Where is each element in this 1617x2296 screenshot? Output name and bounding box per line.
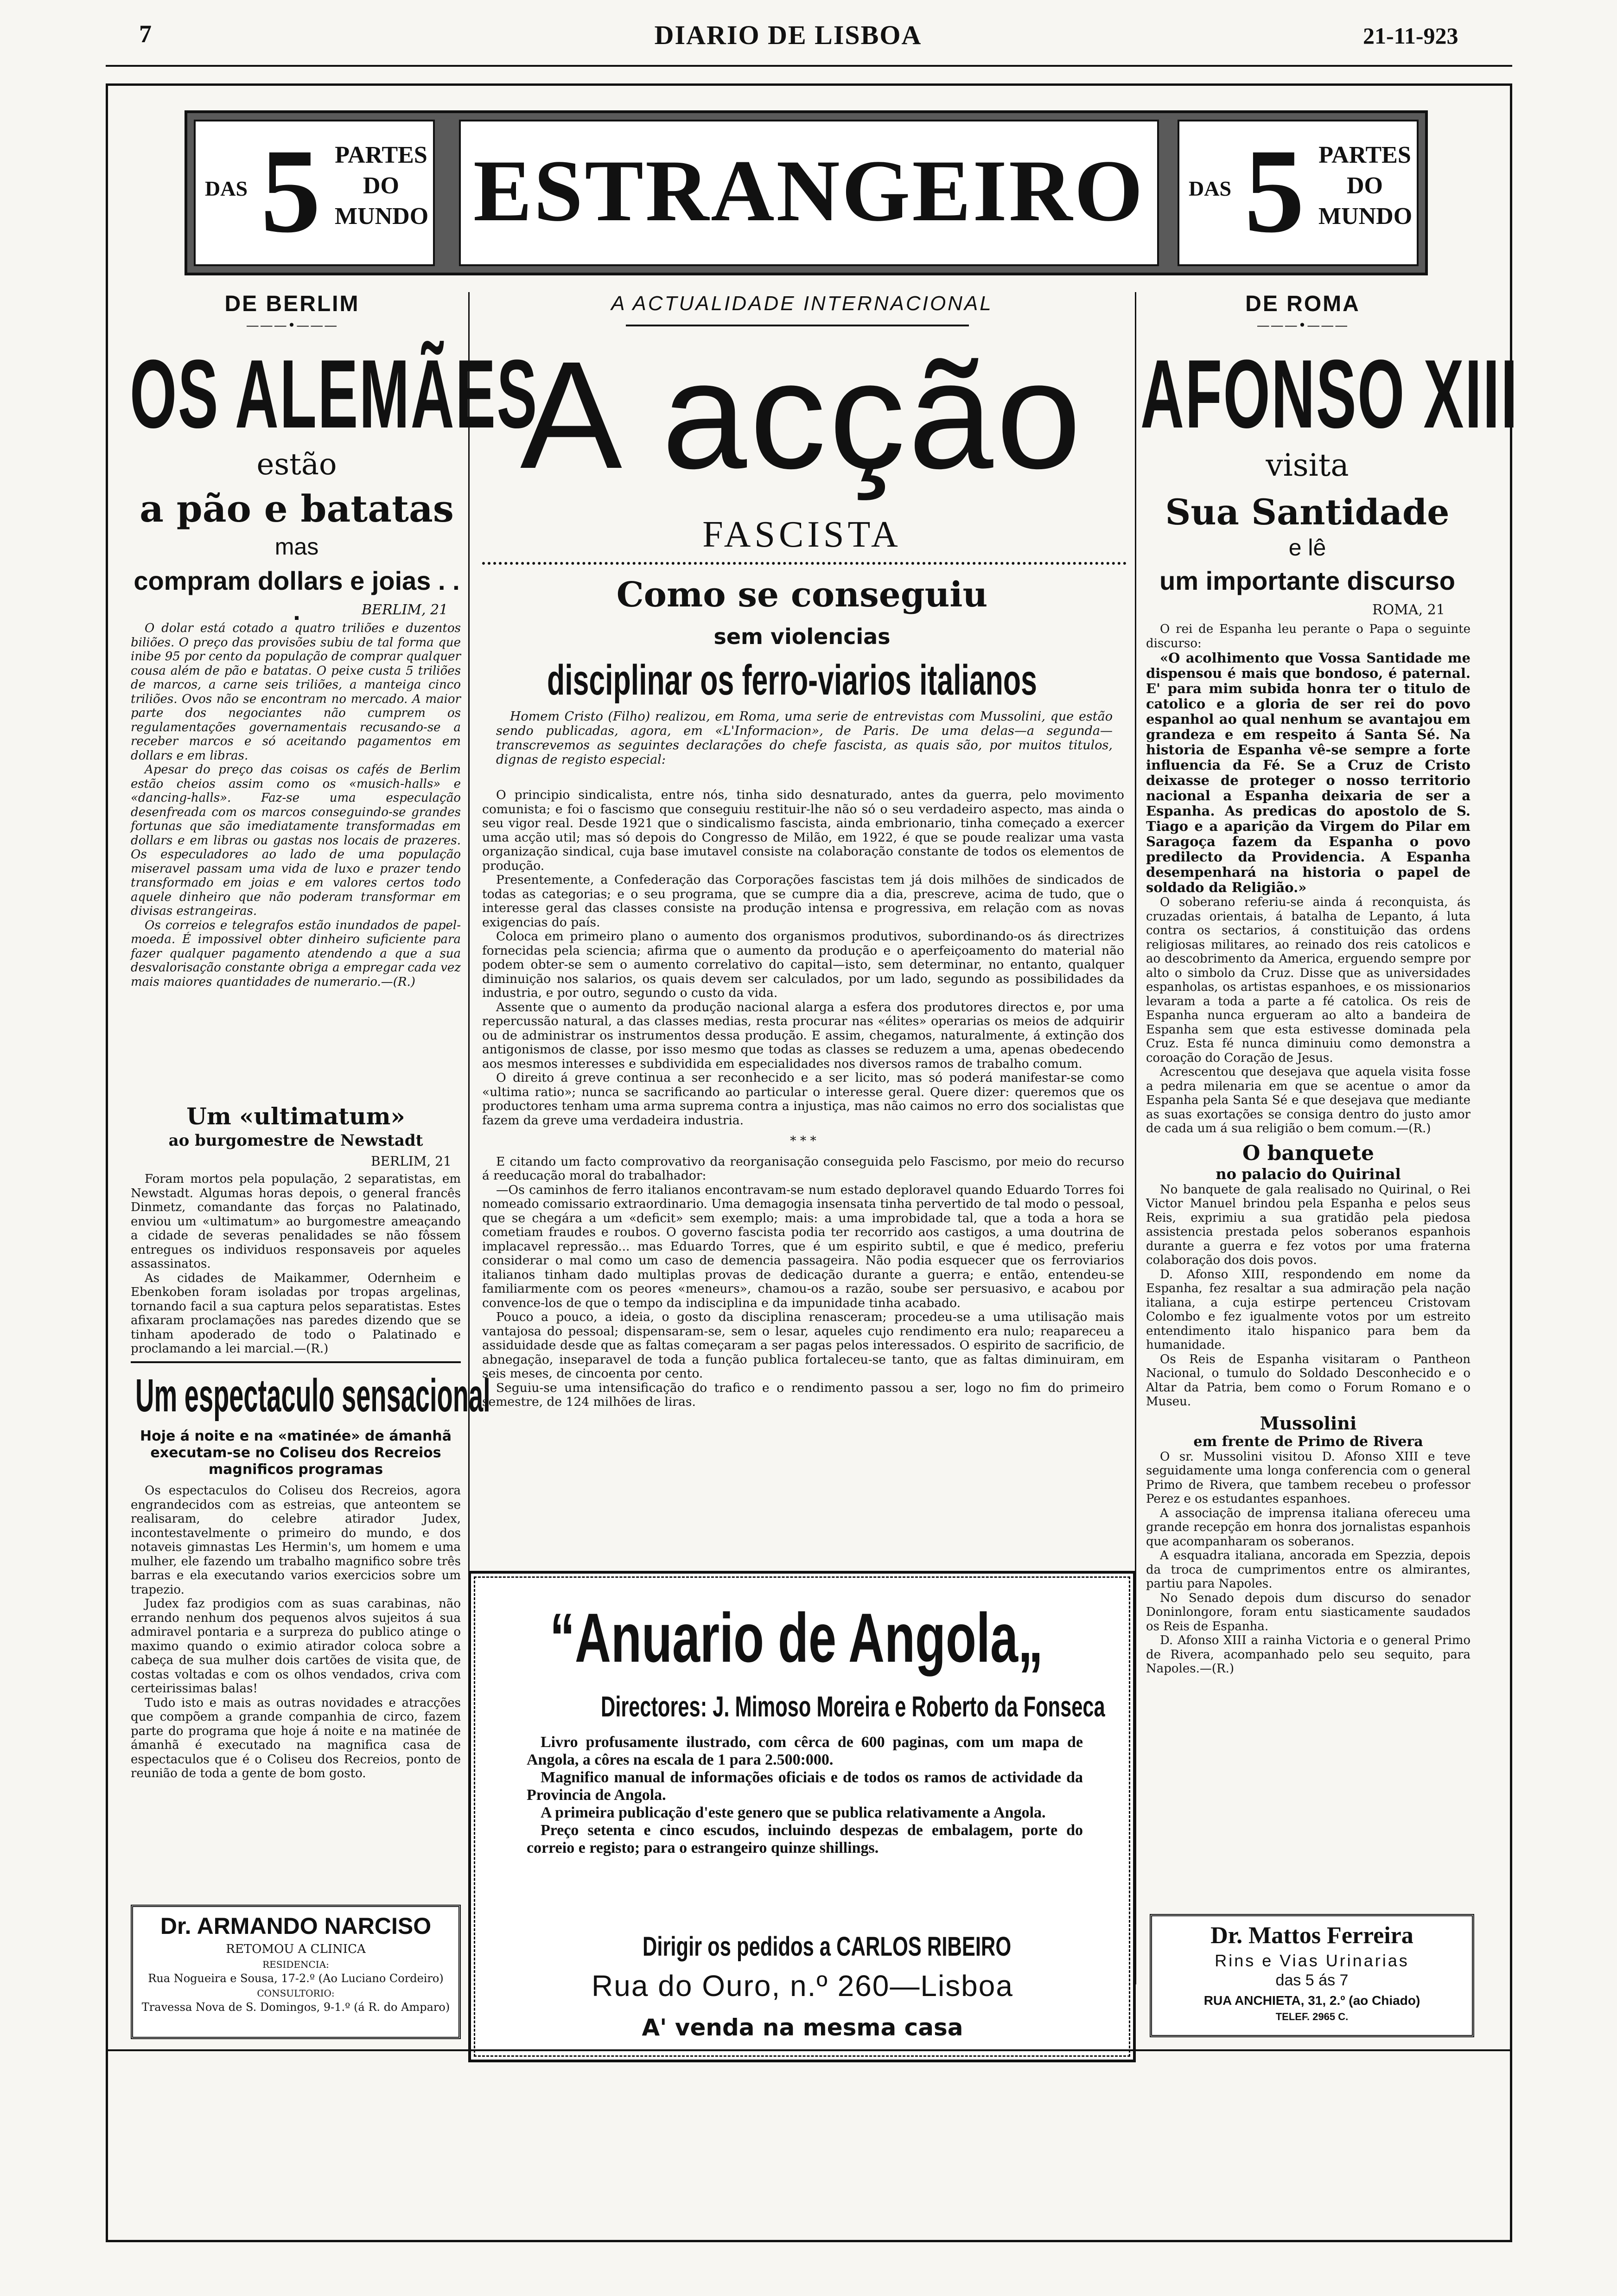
header-rule xyxy=(106,65,1512,67)
banner-partes-block xyxy=(1318,140,1411,232)
ornament-divider: ———•——— xyxy=(1256,318,1349,333)
article-ultimatum-body xyxy=(131,1172,461,1356)
subhead-pao-batatas: a pão e batatas xyxy=(140,487,454,530)
subhead-e-le: e lê xyxy=(1288,535,1326,561)
headline-block xyxy=(1140,338,1519,450)
subhead-importante-discurso: um importante discurso xyxy=(1159,566,1455,595)
paragraph: O direito á greve continua a ser reconhecido e a ser licito, mas só poderá manifestar-se como «ultima ratio»; nunca se sacrificando ao particular o interesse geral. Quere dizer: queremos que os productores tenham uma arma suprema contra a injustiça, mas não caimos no erro dos socialistas que fazem da greve uma verdadeira industria. xyxy=(482,1071,1124,1128)
paragraph: O rei de Espanha leu perante o Papa o seguinte discurso: xyxy=(1146,622,1471,651)
headline-block xyxy=(130,338,538,450)
paragraph: Judex faz prodigios com as suas carabinas, não errando nenhum dos pequenos alvos sujeitos á sua admiravel pontaria e a surpreza do publico atinge o maximo quando o eximio atirador coloca sobre a cabeça de sua mulher dois cartões de visita que, de costas voltadas e com os olhos vendados, criva com certeirissimas balas! xyxy=(131,1597,461,1696)
ad-anuario-angola xyxy=(468,1571,1136,2062)
dotted-rule xyxy=(482,562,1127,565)
ad-mattos-ferreira xyxy=(1150,1914,1474,2037)
ad-directors: Directores: J. Mimoso Moreira e Roberto da Fonseca xyxy=(601,1691,1105,1723)
paragraph: A esquadra italiana, ancorada em Spezzia, depois da troca de cumprimentos entre os almirantes, partiu para Napoles. xyxy=(1146,1549,1471,1591)
banner-partes-block xyxy=(335,140,427,232)
subhead-quirinal: no palacio do Quirinal xyxy=(1216,1165,1401,1183)
paragraph: O sr. Mussolini visitou D. Afonso XIII e teve seguidamente uma longa conferencia com o general Primo de Rivera, que tambem recebeu o professor Perez e os estudantes espanhoes. xyxy=(1146,1449,1471,1506)
ad-line: Travessa Nova de S. Domingos, 9-1.º (á R. do Amparo) xyxy=(141,2001,450,2014)
headline-disciplinar: disciplinar os ferro-viarios italianos xyxy=(547,657,1037,704)
ad-line: CONSULTORIO: xyxy=(257,1988,335,1999)
bottom-rule xyxy=(106,2049,1512,2051)
paragraph: Pouco a pouco, a ideia, o gosto da disciplina renasceram; procedeu-se a uma utilisação mais vantajosa do pessoal; dispensaram-se, sem o lesar, aqueles cujo rendimento era nulo; reapareceu a assiduidade desde que as faltas começaram a ser pagas pelos interessados. O espirito de sacrificio, de abnegação, inseparavel de toda a função publica fortaleceu-se tanto, que as faltas diminuiram, em seis meses, de cincoenta por cento. xyxy=(482,1310,1124,1381)
banner-das: DAS xyxy=(1189,177,1232,200)
paragraph: O soberano referiu-se ainda á reconquista, ás cruzadas orientais, á batalha de Lepanto, á luta contra os sectarios, á constituição das ordens religiosas militares, ao reinado dos reis catolicos e ao descobrimento da America, erguendo sempre por alto o simbolo da Cruz. Disse que as universidades espanholas, os artistas espanhoes, e os missionarios levaram a toda a parte a fé catolica. Os reis de Espanha nunca ergueram ao alto a bandeira de Espanha sem que esta estivesse dominada pela Cruz. Esta fé nunca diminuiu como demonstra a coroação do Coração de Jesus. xyxy=(1146,895,1471,1065)
headline-os-alemaes: OS ALEMÃES xyxy=(130,339,538,448)
ad-line: TELEF. 2965 C. xyxy=(1275,2011,1349,2022)
banner-left xyxy=(194,120,435,266)
paragraph: As cidades de Maikammer, Odernheim e Ebenkoben foram isoladas por tropas argelinas, tornando facil a sua captura pelos separatistas. Estes afixaram proclamações nas paredes dizendo que se tinham apoderado de todo o Palatinado e proclamando a lei marcial.—(R.) xyxy=(131,1271,461,1356)
paragraph: Os Reis de Espanha visitaram o Pantheon Nacional, o tumulo do Soldado Desconhecido e o Altar da Patria, bem como o Forum Romano e o Museu. xyxy=(1146,1352,1471,1409)
paragraph: No banquete de gala realisado no Quirinal, o Rei Victor Manuel brindou pela Espanha e pelos seus Reis, exprimiu a sua gratidão pela piedosa assistencia prestada pelos soberanos espanhois durante a guerra e fez votos por uma fraterna colaboração dos dois povos. xyxy=(1146,1182,1471,1267)
ad-title-block xyxy=(485,1596,1120,1679)
headline-disciplinar-block xyxy=(477,655,1127,706)
article-coliseu-body xyxy=(131,1484,461,1781)
banner-five: 5 xyxy=(1244,124,1305,258)
newspaper-title: DIARIO DE LISBOA xyxy=(654,20,922,50)
paragraph: —Os caminhos de ferro italianos encontravam-se num estado deploravel quando Eduardo Torres foi nomeado comissario extraordinario. Uma demagogia insensata tinha pervertido de tal modo o pessoal, que se chegára a um «deficit» sem exemplo; mais: a uma improbidade tal, que a toda a hora se cometiam fraudes e roubos. O governo fascista podia ter recorrido aos castigos, a uma doutrina de implacavel repressão... mas Eduardo Torres, que é um espirito subtil, e que é medico, preferiu considerar o mal como um caso de demencia passageira. Não podia esquecer que os ferroviarios italianos tinham dado multiplas provas de dedicação durante a guerra; e então, entendeu-se familiarmente com os peores «meneurs», chamou-os a razão, soube ser persuasivo, e acabou por convence-los de que o tempo da indisciplina e da impunidade tinha acabado. xyxy=(482,1182,1124,1310)
banner-partes: PARTES xyxy=(1318,142,1411,168)
headline-mussolini: Mussolini xyxy=(1260,1412,1357,1434)
paragraph: Livro profusamente ilustrado, com cêrca de 600 paginas, com um mapa de Angola, a côres na escala de 1 para 2.500:000. xyxy=(527,1734,1083,1768)
dateline-berlim-2: BERLIM, 21 xyxy=(371,1154,452,1169)
paragraph: Preço setenta e cinco escudos, incluindo despezas de embalagem, porte do correio e registo; para o estrangeiro quinze shillings. xyxy=(527,1822,1083,1856)
rule xyxy=(131,1361,461,1363)
paragraph: O principio sindicalista, entre nós, tinha sido desnaturado, antes da guerra, pelo movimento comunista; e foi o fascismo que conseguiu restituir-lhe não só o seu verdadeiro aspecto, mas ainda o seu vigor real. Desde 1921 que o sindicalismo fascista, ainda embrionario, tinha começado a exercer uma acção util; mas só depois do Congresso de Milão, em 1922, é que se poude realizar uma vasta organização sindical, cuja base imutavel consiste na colaboração constante de todos os elementos de produção. xyxy=(482,788,1124,873)
ad-body xyxy=(527,1734,1083,1857)
paragraph: Os espectaculos do Coliseu dos Recreios, agora engrandecidos com as estreias, que anteontem se realisaram, do celebre atirador Judex, incontestavelmente o primeiro do mundo, e dos notaveis gimnastas Les Hermin's, um homem e uma mulher, ele fazendo um trabalho magnifico sobre três barras e ela executando varios exercicios sobre um trapezio. xyxy=(131,1484,461,1597)
ad-doctor-name: Dr. ARMANDO NARCISO xyxy=(160,1913,432,1939)
paragraph: Seguiu-se uma intensificação do trafico e o rendimento passou a ser, logo no fim do primeiro semestre, de 124 milhões de liras. xyxy=(482,1380,1124,1409)
paragraph: E citando um facto comprovativo da reorganisação conseguida pelo Fascismo, por meio do recurso á reeducação moral do trabalhador: xyxy=(482,1154,1124,1183)
paragraph: Homem Cristo (Filho) realizou, em Roma, uma serie de entrevistas com Mussolini, que estão sendo publicadas, agora, em «L'Informacion», de Paris. De uma delas—a segunda—transcrevemos as seguintes declarações do chefe fascista, as quais são, por muitos titulos, dignas de registo especial: xyxy=(496,709,1113,767)
headline-a-accao: A acção xyxy=(520,329,1084,500)
ad-line: RUA ANCHIETA, 31, 2.º (ao Chiado) xyxy=(1203,1993,1420,2008)
ad-line: RETOMOU A CLINICA xyxy=(226,1942,366,1956)
headline-afonso-xiii: AFONSO XIII xyxy=(1140,339,1519,448)
paragraph: Presentemente, a Confederação das Corporações fascistas tem já dois milhões de sindicados de todas as categorias; e o seu programa, que se cumpre dia a dia, prescreve, acima de tudo, que o interesse geral das classes consiste na produção intensa e progressiva, em relação com as novas exigencias do país. xyxy=(482,873,1124,930)
banner-five: 5 xyxy=(261,124,321,258)
dateline-berlim: BERLIM, 21 xyxy=(362,602,448,618)
article-intro xyxy=(496,709,1113,767)
paragraph: O dolar está cotado a quatro triliões e duzentos biliões. O preço das provisões subiu de tal forma que inibe 95 por cento da população de comprar qualquer cousa além de pão e batatas. O peixe custa 5 triliões de marcos, a carne seis triliões, a manteiga cinco triliões. Ovos não se encontram no mercado. A maior parte dos negociantes não cumprem os regulamentações governamentais recusando-se a receber marcos e só aceitando pagamentos em dollars e em libras. xyxy=(131,621,461,763)
paragraph: «O acolhimento que Vossa Santidade me dispensou é mais que bondoso, é paternal. E' para mim subida honra ter o titulo de catolico e a gloria de ser rei do povo espanhol ao qual nenhum se avantajou em grandeza e em respeito á Santa Sé. Na historia de Espanha vê-se sempre a forte influencia da Fé. Se a Cruz de Cristo deixasse de proteger o nosso territorio nacional a Espanha deixaria de ser a Espanha. As predicas do apostolo de S. Tiago e a aparição da Virgem do Pilar em Saragoça fazem da Espanha o povo predilecto da Providencia. A Espanha desempenhará na historia o papel de soldado da Religião.» xyxy=(1146,650,1471,895)
ad-line: Rua Nogueira e Sousa, 17-2.º (Ao Luciano Cordeiro) xyxy=(148,1972,444,1985)
banner-mundo: MUNDO xyxy=(335,203,429,230)
ad-directors-block xyxy=(485,1689,1120,1726)
banner-do: DO xyxy=(363,172,399,199)
stars-divider: * * * xyxy=(790,1134,816,1148)
subhead-sem-violencias: sem violencias xyxy=(713,624,891,649)
ad-title: “Anuario de Angola„ xyxy=(550,1599,1044,1677)
subhead-coliseu: Hoje á noite e na «matinée» de ámanhã executam-se no Coliseu dos Recreios magnificos programas xyxy=(140,1428,452,1478)
banner-do: DO xyxy=(1347,172,1383,199)
paragraph: D. Afonso XIII, respondendo em nome da Espanha, fez resaltar a sua admiração pela nação italiana, a cuja estirpe pertenceu Cristovam Colombo e fez igualmente votos por um estreito entendimento italo hispanico para bem da humanidade. xyxy=(1146,1267,1471,1352)
dateline-roma: ROMA, 21 xyxy=(1372,602,1445,618)
ad-dirigir-block xyxy=(485,1931,1120,1963)
banner-right xyxy=(1178,120,1419,266)
headline-banquete: O banquete xyxy=(1242,1141,1374,1165)
paragraph: No Senado depois dum discurso do senador Doninlongore, foram entu siasticamente saudados os Reis de Espanha. xyxy=(1146,1591,1471,1633)
article-berlim-body xyxy=(131,621,461,989)
subhead-visita: visita xyxy=(1266,447,1349,483)
banner-das: DAS xyxy=(205,177,248,200)
subhead-estao: estão xyxy=(256,447,337,482)
issue-date: 21-11-923 xyxy=(1363,23,1458,49)
paragraph: Foram mortos pela população, 2 separatistas, em Newstadt. Algumas horas depois, o general francês Dinmetz, comandante das forças no Palatinado, enviou um «ultimatum» ao burgomestre ameaçando a cidade de severas penalidades se não fôssem entregues os individuos responsaveis por aqueles assassinatos. xyxy=(131,1172,461,1271)
ad-line: das 5 ás 7 xyxy=(1275,1971,1349,1989)
subhead-fascista: FASCISTA xyxy=(702,514,902,555)
banner-partes: PARTES xyxy=(335,142,427,168)
paragraph: A primeira publicação d'este genero que se publica relativamente a Angola. xyxy=(541,1804,1046,1821)
subhead-newstadt: ao burgomestre de Newstadt xyxy=(168,1131,423,1150)
subhead-primo-rivera: em frente de Primo de Rivera xyxy=(1193,1433,1423,1450)
headline-espectaculo-block xyxy=(131,1365,490,1426)
article-roma-body xyxy=(1146,622,1471,1676)
paragraph: A associação de imprensa italiana ofereceu uma grande recepção em honra dos jornalistas espanhois que acompanharam os soberanos. xyxy=(1146,1506,1471,1549)
headline-como-se-conseguiu: Como se conseguiu xyxy=(616,575,988,615)
paragraph: Assente que o aumento da produção nacional alarga a esfera dos produtores directos e, por uma repercussão natural, a das classes medias, resta procurar nas «élites» operarias os meios de adquirir ou de administrar os instrumentos dessa produção. E assim, chegamos, naturalmente, á extinção dos antigonismos de classe, por isso mesmo que todas as classes se reduzem a uma, apenas obedecendo aos mesmos interesses e subdividida em especialidades nos diversos ramos de trabalho comum. xyxy=(482,1000,1124,1071)
ornament-divider: ———•——— xyxy=(246,318,338,333)
ad-line: Rins e Vias Urinarias xyxy=(1215,1951,1409,1970)
subhead-mas: mas xyxy=(274,534,319,560)
ad-address: Rua do Ouro, n.º 260—Lisboa xyxy=(592,1969,1013,2003)
headline-espectaculo: Um espectaculo sensacional xyxy=(135,1370,490,1422)
paragraph: Magnifico manual de informações oficiais e de todos os ramos de actividade da Provincia de Angola. xyxy=(527,1769,1083,1804)
ad-line: RESIDENCIA: xyxy=(262,1959,329,1970)
paragraph: Apesar do preço das coisas os cafés de Berlim estão cheios assim como os «musich-halls» e «dancing-halls». Faz-se uma especulação desenfreada com os marcos conseguindo-se grandes fortunas que são imediatamente transformadas em dollars e em libras ou gastas nos locais de prazeres. Os especuladores ao lado de uma população miseravel passam uma vida de luxo e prazer tendo transformado em joias e em valores certos todo aquele dinheiro que não poderam transformar em divisas estrangeiras. xyxy=(131,763,461,918)
section-de-roma: DE ROMA xyxy=(1245,292,1360,316)
banner-mundo: MUNDO xyxy=(1318,203,1413,230)
section-de-berlim: DE BERLIM xyxy=(224,292,360,316)
paragraph: Acrescentou que desejava que aquela visita fosse a pedra milenaria em que se acentue o amor da Espanha pela Santa Sé e que desejava que mediante as suas exortações se consiga dentro do justo amor de cada um á sua religião o bem comum.—(R.) xyxy=(1146,1065,1471,1135)
paragraph: D. Afonso XIII a rainha Victoria e o general Primo de Rivera, acompanhado pelo seu sequito, para Napoles.—(R.) xyxy=(1146,1633,1471,1676)
ad-venda: A' venda na mesma casa xyxy=(642,2014,963,2041)
headline-ultimatum: Um «ultimatum» xyxy=(186,1103,405,1130)
page-number: 7 xyxy=(139,20,152,48)
ad-dirigir: Dirigir os pedidos a CARLOS RIBEIRO xyxy=(643,1932,1012,1962)
kicker-actualidade: A ACTUALIDADE INTERNACIONAL xyxy=(611,292,993,315)
subhead-dollars-joias: compram dollars e joias . . . xyxy=(134,566,460,625)
paragraph: Tudo isto e mais as outras novidades e atracções que compõem a grande companhia de circo, fazem parte do programa que hoje á noite e na matinée de ámanhã é executado na magnifica casa de espectaculos que é o Coliseu dos Recreios, ponto de reunião de toda a gente de bom gosto. xyxy=(131,1696,461,1780)
banner-title: ESTRANGEIRO xyxy=(459,120,1159,266)
paragraph: Coloca em primeiro plano o aumento dos organismos produtivos, subordinando-os ás directrizes fornecidas pela sciencia; afirma que o aumento da produção e o aperfeiçoamento do material não podem obter-se sem o aumento correlativo do capital—isto, sem determinar, no entanto, qualquer diminuição nos salarios, os quais devem ser calculados, por um lado, segundo as possibilidades da industria, e por outro, segundo o custo da vida. xyxy=(482,929,1124,1000)
subhead-sua-santidade: Sua Santidade xyxy=(1165,491,1450,533)
paragraph: Os correios e telegrafos estão inundados de papel-moeda. É impossivel obter dinheiro suficiente para fazer qualquer pagamento atendendo a que a sua desvalorisação constante obriga a empregar cada vez mais maiores quantidades de numerario.—(R.) xyxy=(131,918,461,989)
ad-doctor-name: Dr. Mattos Ferreira xyxy=(1210,1922,1413,1949)
article-fascista-body xyxy=(482,788,1124,1409)
ad-armando-narciso xyxy=(131,1905,461,2039)
